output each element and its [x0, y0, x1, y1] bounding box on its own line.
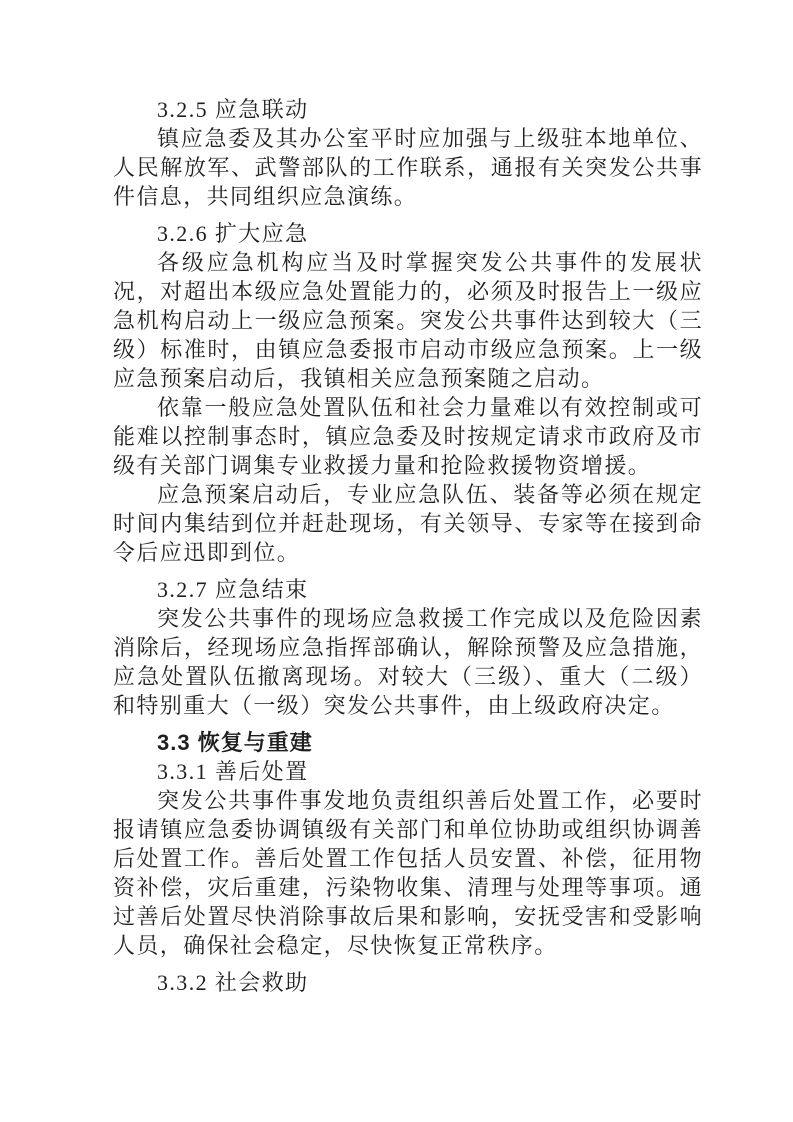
- section-heading-3-2-6-expanded-response: 3.2.6 扩大应急: [157, 221, 309, 246]
- body-paragraph-expanded-response-1: 各级应急机构应当及时掌握突发公共事件的发展状况，对超出本级应急处置能力的，必须及时报告上一级应急机构启动上一级应急预案。突发公共事件达到较大（三级）标准时，由镇应急委报市启动市级应急预案。上一级应急预案启动后，我镇相关应急预案随之启动。: [113, 250, 703, 391]
- section-heading-3-3-1-aftermath-handling: 3.3.1 善后处置: [157, 759, 309, 784]
- body-paragraph-expanded-response-3: 应急预案启动后，专业应急队伍、装备等必须在规定时间内集结到位并赶赴现场，有关领导、专家等在接到命令后应迅即到位。: [113, 482, 703, 565]
- body-paragraph-response-termination: 突发公共事件的现场应急救援工作完成以及危险因素消除后，经现场应急指挥部确认，解除预警及应急措施，应急处置队伍撤离现场。对较大（三级）、重大（二级）和特别重大（一级）突发公共事件，由上级政府决定。: [113, 606, 703, 718]
- body-paragraph-emergency-linkage: 镇应急委及其办公室平时应加强与上级驻本地单位、人民解放军、武警部队的工作联系，通报有关突发公共事件信息，共同组织应急演练。: [113, 126, 703, 209]
- section-heading-3-3-recovery-reconstruction: 3.3 恢复与重建: [157, 730, 313, 755]
- section-heading-3-3-2-social-assistance: 3.3.2 社会救助: [157, 970, 309, 995]
- body-paragraph-expanded-response-2: 依靠一般应急处置队伍和社会力量难以有效控制或可能难以控制事态时，镇应急委及时按规定请求市政府及市级有关部门调集专业救援力量和抢险救援物资增援。: [113, 395, 703, 478]
- section-heading-3-2-7-response-termination: 3.2.7 应急结束: [157, 577, 309, 602]
- body-paragraph-aftermath-handling: 突发公共事件事发地负责组织善后处置工作，必要时报请镇应急委协调镇级有关部门和单位协助或组织协调善后处置工作。善后处置工作包括人员安置、补偿，征用物资补偿，灾后重建，污染物收集、清理与处理等事项。通过善后处置尽快消除事故后果和影响，安抚受害和受影响人员，确保社会稳定，尽快恢复正常秩序。: [113, 788, 703, 958]
- section-heading-3-2-5-emergency-linkage: 3.2.5 应急联动: [157, 97, 309, 122]
